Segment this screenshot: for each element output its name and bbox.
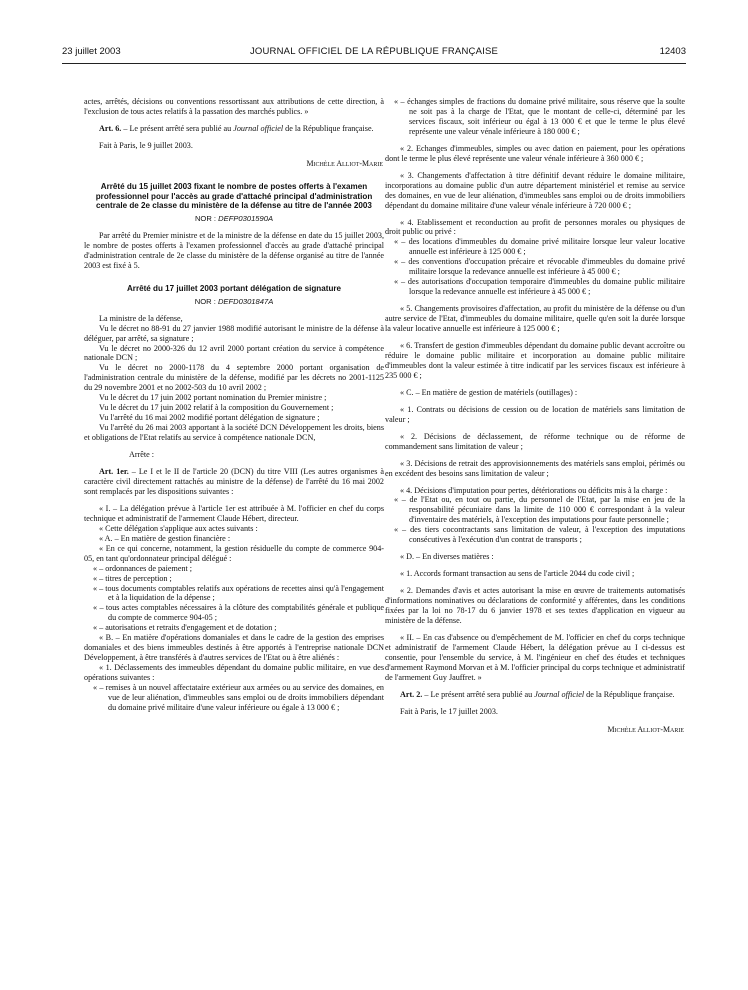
list-item: « – de l'Etat ou, en tout ou partie, du personnel de l'Etat, par la mise en jeu de la responsabilité pécuniaire dans la limite de 110 000 € correspondant à la valeur d'inventaire des matériels, à l'exception des imputations pour faute personnelle ; xyxy=(394,495,685,525)
decree-title: Arrêté du 15 juillet 2003 fixant le nombre de postes offerts à l'examen professionnel pour l'accès au grade d'attaché principal d'administration centrale de 2e classe du ministère de la défense au titre de l'année 2003 xyxy=(95,181,373,211)
nor-reference xyxy=(84,214,384,224)
paragraph: « 1. Déclassements des immeubles dépendant du domaine public militaire, en vue des opérations suivantes : xyxy=(84,663,384,683)
header-rule xyxy=(62,63,686,64)
page-number: 12403 xyxy=(659,46,686,57)
continuation-text: actes, arrêtés, décisions ou conventions ressortissant aux attributions de cette direction, à l'exclusion de tous actes relatifs à la passation des marchés publics. » xyxy=(84,97,384,116)
paragraph: « I. – La délégation prévue à l'article 1er est attribuée à M. l'officier en chef du corps technique et administratif de l'armement Claude Hébert, directeur. xyxy=(84,503,384,523)
article-text: – Le présent arrêté sera publié au xyxy=(422,689,535,699)
list-item: « – tous documents comptables relatifs aux opérations de recettes ainsi qu'à l'engagement et à la liquidation de la dépense ; xyxy=(93,583,384,603)
list-item: « – tous actes comptables nécessaires à la clôture des comptabilités générale et publique du compte de commerce 904-05 ; xyxy=(93,603,384,623)
visa: Vu le décret no 2000-326 du 12 avril 2000 portant création du service à compétence nationale DCN ; xyxy=(84,343,384,363)
paragraph: « 2. Echanges d'immeubles, simples ou avec dation en paiement, pour les opérations dont le terme le plus élevé représente une valeur vénale inférieure à 360 000 € ; xyxy=(385,143,685,163)
paragraph: « 4. Décisions d'imputation pour pertes, détériorations ou déficits mis à la charge : xyxy=(400,485,668,495)
article-label: Art. 6. xyxy=(99,123,122,133)
paragraph: « 4. Etablissement et reconduction au profit de personnes morales ou physiques de droit public ou privé : xyxy=(385,217,685,237)
header-date: 23 juillet 2003 xyxy=(62,46,121,57)
article-6 xyxy=(84,124,384,134)
paragraph: « A. – En matière de gestion financière : xyxy=(99,533,231,543)
paragraph: « 1. Accords formant transaction au sens de l'article 2044 du code civil ; xyxy=(400,569,635,579)
paragraph: « II. – En cas d'absence ou d'empêchement de M. l'officier en chef du corps technique et administratif de l'armement Claude Hébert, la délégation prévue au I ci-dessus est consentie, pour l'ensemble du service, à M. l'ingénieur en chef des études et techniques d'armement Raymond Morvan et à M. l'officier principal du corps technique et administratif de l'armement Guy Jauffret. » xyxy=(385,632,685,682)
list-item: « – des autorisations d'occupation temporaire d'immeubles du domaine public militaire lorsque la redevance annuelle est inférieure à 45 000 € ; xyxy=(394,277,685,297)
visa: Vu l'arrêté du 16 mai 2002 modifié portant délégation de signature ; xyxy=(99,413,320,423)
list-item: « – autorisations et retraits d'engagement et de dotation ; xyxy=(93,623,277,633)
signature: Michèle Alliot-Marie xyxy=(306,158,383,168)
paragraph: « Cette délégation s'applique aux actes suivants : xyxy=(99,523,258,533)
decree-title: Arrêté du 17 juillet 2003 portant délégation de signature xyxy=(126,283,342,293)
nor-label: NOR : xyxy=(194,214,219,224)
list-item: « – des tiers cocontractants sans limitation de valeur, à l'exception des imputations consécutives à l'exécution d'un contrat de transports ; xyxy=(394,525,685,545)
paragraph: « 1. Contrats ou décisions de cession ou de location de matériels sans limitation de valeur ; xyxy=(385,404,685,424)
paragraph: « 2. Décisions de déclassement, de réforme technique ou de réforme de commandement sans limitation de valeur ; xyxy=(385,431,685,451)
paragraph: « 5. Changements provisoires d'affectation, au profit du ministère de la défense ou d'un autre service de l'Etat, d'immeubles du domaine militaire, quelle qu'en soit la durée lorsque la valeur locative annuelle est inférieure à 125 000 € ; xyxy=(385,304,685,334)
paragraph: « 2. Demandes d'avis et actes autorisant la mise en œuvre de traitements automatisés d'informations nominatives ou déclarations de conformité y afférentes, dans les conditions fixées par la loi no 78-17 du 6 janvier 1978 et ses textes d'application en vigueur au ministère de la défense. xyxy=(385,586,685,625)
paragraph: « C. – En matière de gestion de matériels (outillages) : xyxy=(400,387,578,397)
signature: Michèle Alliot-Marie xyxy=(607,724,684,734)
paragraph: « 3. Changements d'affectation à titre définitif devant réduire le domaine militaire, incorporations au domaine public d'un autre département ministériel et remise au service des domaines, en vue de leur aliénation, d'immeubles sans emploi ou de droits immobiliers dépendant du domaine militaire d'une valeur vénale inférieure à 720 000 € ; xyxy=(385,170,685,210)
article-label: Art. 2. xyxy=(400,689,423,699)
list-item: « – ordonnances de paiement ; xyxy=(93,563,193,573)
paragraph: « D. – En diverses matières : xyxy=(400,552,494,562)
minister-line: La ministre de la défense, xyxy=(99,313,183,323)
article-label: Art. 1er. xyxy=(99,467,129,477)
article-text: – Le I et le II de l'article 20 (DCN) du titre VIII (Les autres organismes à caractère civil directement rattachés au ministre de la défense) de l'arrêté du 16 mai 2002 sont remplacés par les dispositions suivantes : xyxy=(84,467,384,496)
list-item: « – des conventions d'occupation précaire et révocable d'immeubles du domaine privé militaire lorsque la redevance annuelle est inférieure à 45 000 € ; xyxy=(394,257,685,277)
nor-code: DEFD0301847A xyxy=(217,296,274,306)
arrete-line: Arrête : xyxy=(129,450,155,460)
visa: Vu le décret no 88-91 du 27 janvier 1988 modifié autorisant le ministre de la défense à déléguer, par arrêté, sa signature ; xyxy=(84,323,384,343)
left-column xyxy=(84,97,384,713)
list-item: « – des locations d'immeubles du domaine privé militaire lorsque leur valeur locative annuelle est inférieure à 125 000 € ; xyxy=(394,237,685,257)
journal-ref: Journal officiel xyxy=(534,689,585,699)
list-item: « – échanges simples de fractions du domaine privé militaire, sous réserve que la soulte ne soit pas à la charge de l'Etat, que le montant de celle-ci, déterminé par les services fiscaux, soit inférieur ou égal à 13 000 € et que le terme le plus élevé représente une valeur vénale inférieure à 180 000 € ; xyxy=(394,97,685,136)
list-item: « – titres de perception ; xyxy=(93,573,172,583)
list-item: « – remises à un nouvel affectataire extérieur aux armées ou au service des domaines, en vue de leur aliénation, d'immeubles sans emploi ou de droits immobiliers dépendant du domaine privé militaire d'une valeur inférieure ou égale à 13 000 € ; xyxy=(93,683,384,712)
paragraph: « En ce qui concerne, notamment, la gestion résiduelle du compte de commerce 904-05, en tant qu'ordonnateur principal délégué : xyxy=(84,543,384,563)
article-2 xyxy=(385,690,685,700)
article-text: – Le présent arrêté sera publié au xyxy=(121,123,234,133)
article-text: de la République française. xyxy=(584,689,675,699)
fait-line: Fait à Paris, le 9 juillet 2003. xyxy=(99,140,193,150)
article-text: de la République française. xyxy=(283,123,374,133)
article-1 xyxy=(84,467,384,497)
paragraph: « 6. Transfert de gestion d'immeubles dépendant du domaine public devant accroître ou réduire le domaine public militaire et incorporation au domaine public militaire d'immeubles dont la valeur estimée à titre indicatif par les services fiscaux est inférieure à 235 000 € ; xyxy=(385,341,685,380)
visa: Vu le décret du 17 juin 2002 portant nomination du Premier ministre ; xyxy=(99,393,327,403)
visa: Vu le décret no 2000-1178 du 4 septembre 2000 portant organisation de l'administration centrale du ministère de la défense, modifié par les décrets no 2001-1125 du 29 novembre 2001 et no 2002-503 du 10 avril 2002 ; xyxy=(84,363,384,393)
nor-label: NOR : xyxy=(194,296,218,306)
journal-title: JOURNAL OFFICIEL DE LA RÉPUBLIQUE FRANÇAISE xyxy=(249,46,499,57)
nor-code: DEFP0301590A xyxy=(218,214,274,224)
page-header xyxy=(62,46,686,60)
visa: Vu le décret du 17 juin 2002 relatif à la composition du Gouvernement ; xyxy=(99,403,334,413)
paragraph: « B. – En matière d'opérations domaniales et dans le cadre de la gestion des emprises domaniales et des biens immeubles destinés à être apportés à l'entreprise nationale DCN Développement, à être transférés à d'autres services de l'Etat ou à être aliénés : xyxy=(84,633,384,663)
paragraph: « 3. Décisions de retrait des approvisionnements des matériels sans emploi, périmés ou en excédent des besoins sans limitation de valeur ; xyxy=(385,458,685,478)
journal-ref: Journal officiel xyxy=(233,123,284,133)
decree-body: Par arrêté du Premier ministre et de la ministre de la défense en date du 15 juillet 2003, le nombre de postes offerts à l'examen professionnel d'accès au grade d'attaché principal d'administration centrale de 2e classe du ministère de la défense organisé au titre de l'année 2003 est fixé à 5. xyxy=(84,231,384,270)
right-column xyxy=(385,97,685,735)
visa: Vu l'arrêté du 26 mai 2003 apportant à la société DCN Développement les droits, biens et obligations de l'Etat relatifs au service à compétence nationale DCN, xyxy=(84,423,384,443)
fait-line: Fait à Paris, le 17 juillet 2003. xyxy=(400,706,498,716)
nor-reference xyxy=(84,297,384,307)
